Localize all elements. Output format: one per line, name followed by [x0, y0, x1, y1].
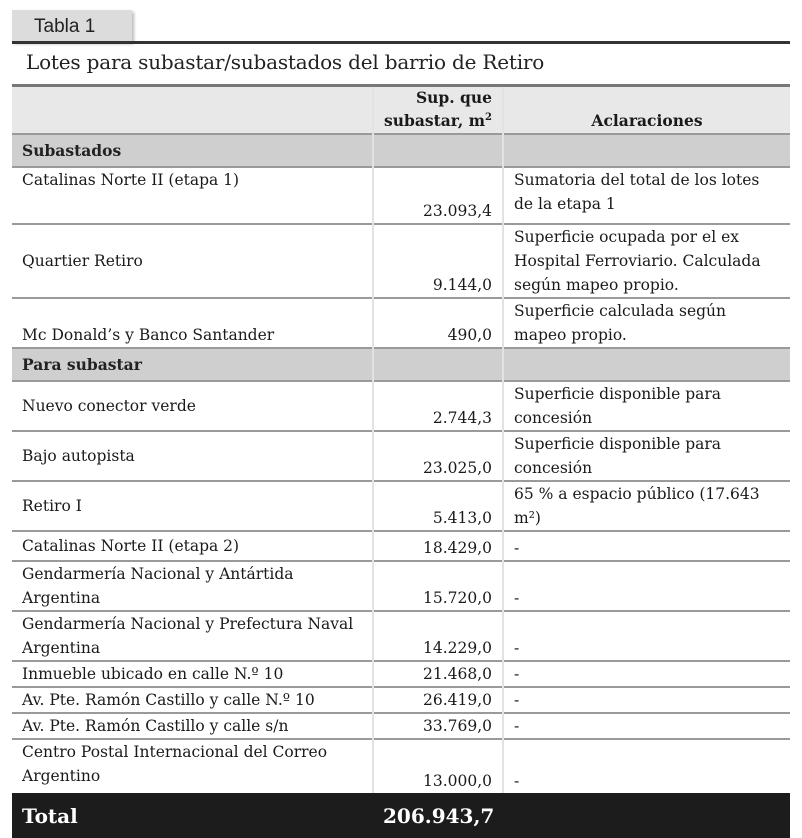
- table-row: [12, 739, 790, 793]
- lot-name: Nuevo conector verde: [12, 381, 373, 431]
- lot-area: 23.025,0: [373, 431, 503, 481]
- lot-note: 65 % a espacio público (17.643 m²): [503, 481, 790, 531]
- lot-note: -: [503, 713, 790, 739]
- lots-table: [12, 84, 790, 838]
- section-label: Para subastar: [12, 348, 373, 381]
- table-header-row: [12, 86, 790, 135]
- lot-name: Inmueble ubicado en calle N.º 10: [12, 661, 373, 687]
- header-area-line2: subastar, m: [384, 111, 486, 130]
- table-row: [12, 481, 790, 531]
- section-empty: [373, 134, 503, 167]
- header-rule: [12, 41, 790, 44]
- lot-note: -: [503, 531, 790, 561]
- table-row: [12, 611, 790, 661]
- table-row: [12, 381, 790, 431]
- table-row: [12, 167, 790, 224]
- section-label: Subastados: [12, 134, 373, 167]
- lot-name: Catalinas Norte II (etapa 1): [12, 167, 373, 224]
- lot-area: 21.468,0: [373, 661, 503, 687]
- lot-name: Av. Pte. Ramón Castillo y calle N.º 10: [12, 687, 373, 713]
- lot-note: -: [503, 561, 790, 611]
- section-empty: [503, 348, 790, 381]
- section-empty: [503, 134, 790, 167]
- lot-area: 23.093,4: [373, 167, 503, 224]
- table-row: [12, 661, 790, 687]
- lot-note: -: [503, 687, 790, 713]
- lot-area: 2.744,3: [373, 381, 503, 431]
- table-row: [12, 687, 790, 713]
- section-empty: [373, 348, 503, 381]
- lot-area: 13.000,0: [373, 739, 503, 793]
- total-label: Total: [12, 793, 373, 838]
- table-row: [12, 298, 790, 348]
- header-notes: Aclaraciones: [503, 86, 790, 135]
- table-row: [12, 224, 790, 298]
- header-area-sup: 2: [485, 111, 493, 123]
- lot-note: Superficie ocupada por el ex Hospital Ferroviario. Calculada según mapeo propio.: [503, 224, 790, 298]
- lot-name: Retiro I: [12, 481, 373, 531]
- header-area: [373, 86, 503, 135]
- lot-area: 14.229,0: [373, 611, 503, 661]
- header-area-line1: Sup. que: [415, 87, 492, 107]
- lot-name: Quartier Retiro: [12, 224, 373, 298]
- table-row: [12, 431, 790, 481]
- table-row: [12, 561, 790, 611]
- lot-name: Mc Donald’s y Banco Santander: [12, 298, 373, 348]
- lot-name: Gendarmería Nacional y Antártida Argentina: [12, 561, 373, 611]
- lot-name: Catalinas Norte II (etapa 2): [12, 531, 373, 561]
- lot-area: 490,0: [373, 298, 503, 348]
- table-number-tab: Tabla 1: [12, 10, 132, 42]
- lot-note: Superficie disponible para concesión: [503, 431, 790, 481]
- total-row: [12, 793, 790, 838]
- section-row: [12, 134, 790, 167]
- lot-note: Superficie calculada según mapeo propio.: [503, 298, 790, 348]
- table-row: [12, 531, 790, 561]
- lot-area: 18.429,0: [373, 531, 503, 561]
- lot-name: Av. Pte. Ramón Castillo y calle s/n: [12, 713, 373, 739]
- lot-area: 33.769,0: [373, 713, 503, 739]
- lot-note: -: [503, 611, 790, 661]
- total-empty: [503, 793, 790, 838]
- lot-area: 9.144,0: [373, 224, 503, 298]
- lot-area: 5.413,0: [373, 481, 503, 531]
- total-value: 206.943,7: [373, 793, 503, 838]
- table-row: [12, 713, 790, 739]
- lot-note: Sumatoria del total de los lotes de la etapa 1: [503, 167, 790, 224]
- lot-area: 26.419,0: [373, 687, 503, 713]
- table-title: Lotes para subastar/subastados del barrio de Retiro: [26, 50, 545, 74]
- header-lot: [12, 86, 373, 135]
- lot-name: Gendarmería Nacional y Prefectura Naval Argentina: [12, 611, 373, 661]
- lot-note: -: [503, 739, 790, 793]
- section-row: [12, 348, 790, 381]
- lot-name: Bajo autopista: [12, 431, 373, 481]
- lot-name: Centro Postal Internacional del Correo Argentino: [12, 739, 373, 793]
- lot-note: -: [503, 661, 790, 687]
- lot-area: 15.720,0: [373, 561, 503, 611]
- lot-note: Superficie disponible para concesión: [503, 381, 790, 431]
